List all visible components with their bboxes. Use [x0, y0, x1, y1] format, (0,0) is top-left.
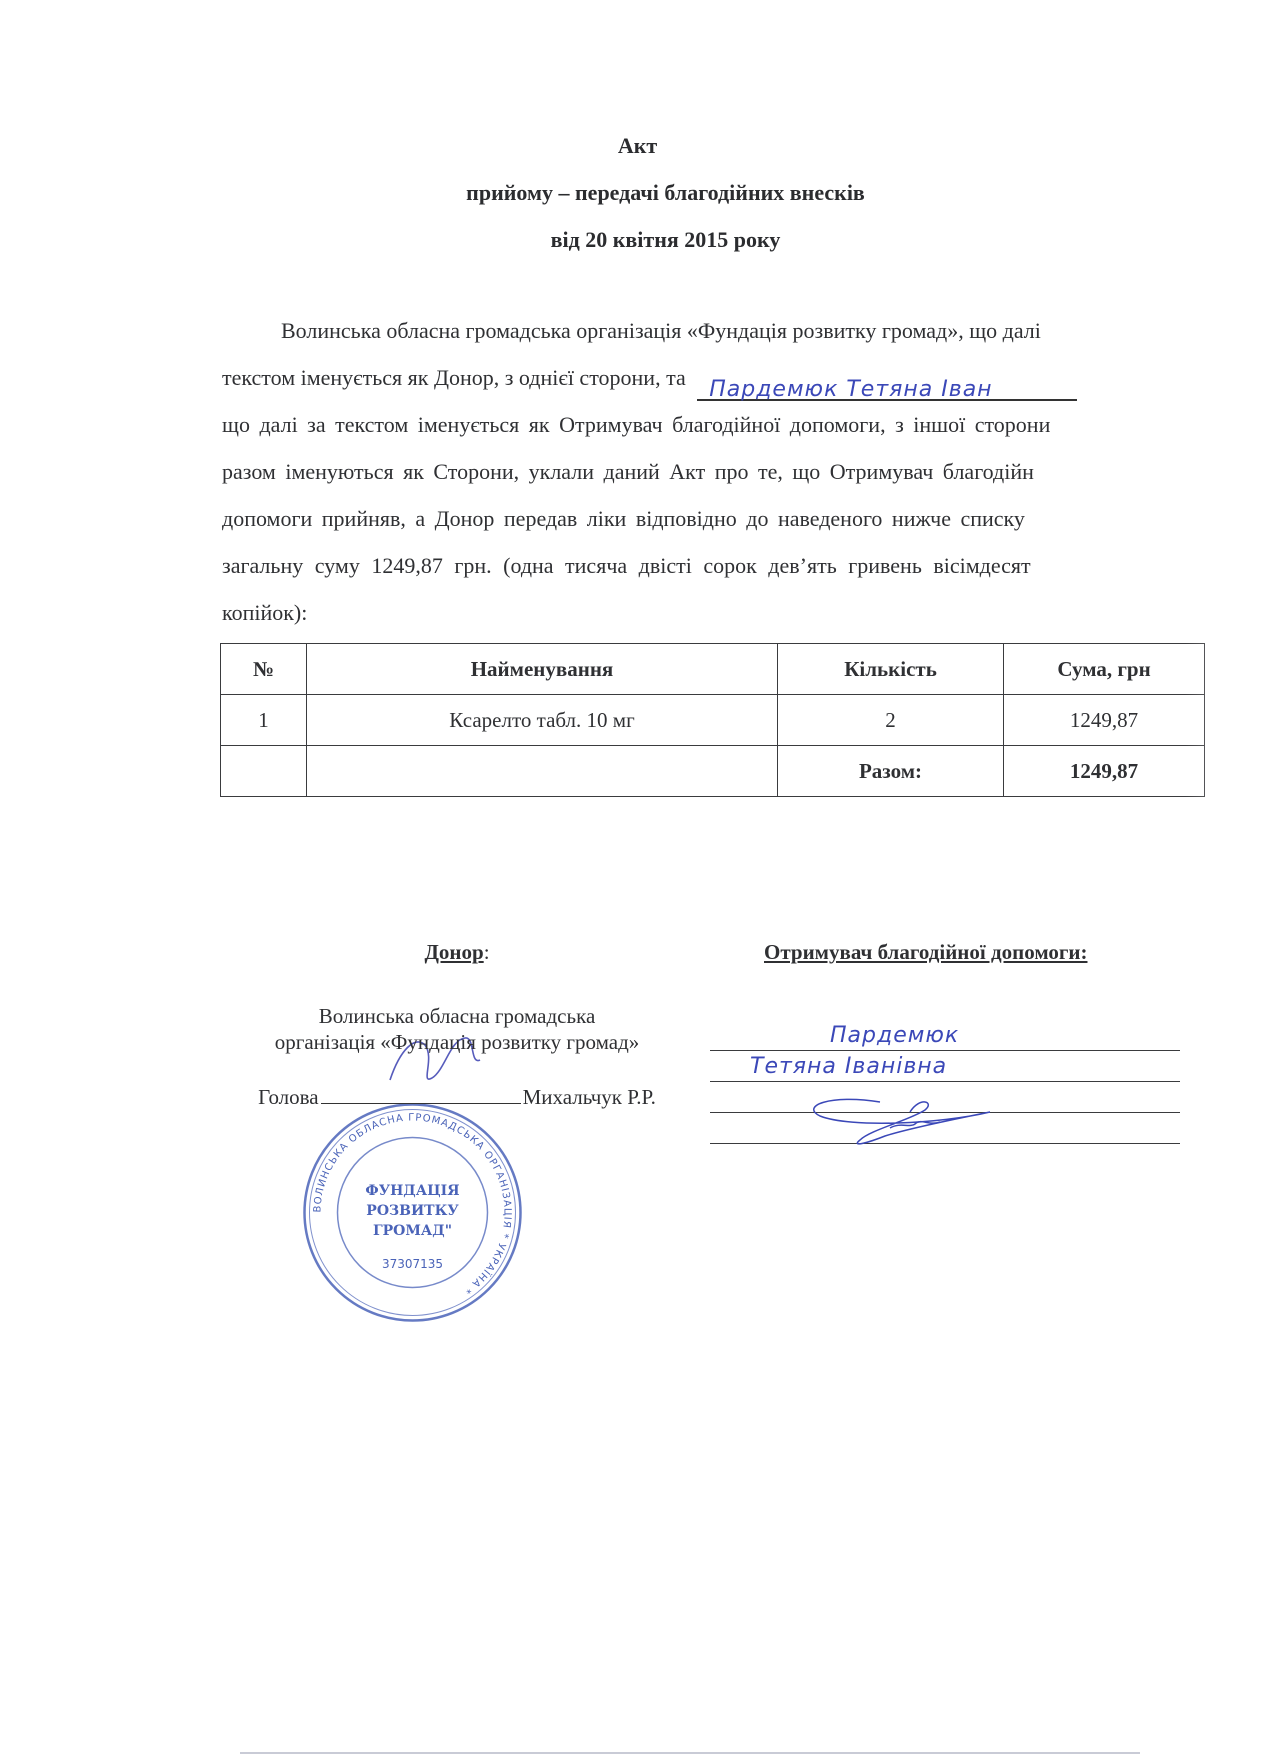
table-row [221, 695, 1205, 746]
body-line-1: Волинська обласна громадська організація «Фундація розвитку громад», що далі [281, 318, 1041, 343]
body-line-4: разом іменуються як Сторони, уклали даний Акт про те, що Отримувач благодійн [222, 459, 1034, 484]
body-line-6: загальну суму 1249,87 грн. (одна тисяча двісті сорок дев’ять гривень вісімдесят [222, 553, 1031, 578]
donor-header-colon: : [483, 940, 490, 964]
body-line-7: копійок): [222, 600, 308, 625]
cell-empty [221, 746, 307, 797]
total-value: 1249,87 [1004, 746, 1205, 797]
recipient-handwritten-name: Пардемюк Тетяна Іван [709, 377, 993, 402]
body-line-2 [222, 354, 1262, 401]
body-line-2-text: текстом іменується як Донор, з однієї сторони, та [222, 365, 686, 390]
stamp-center-line-3: ГРОМАД" [372, 1223, 453, 1239]
cell-sum: 1249,87 [1004, 695, 1205, 746]
body-paragraph [222, 307, 1262, 636]
recipient-line-1 [710, 1020, 1180, 1051]
table-total-row [221, 746, 1205, 797]
donor-head-row [222, 1083, 692, 1110]
scan-fade-edge [1185, 0, 1275, 1755]
donor-position: Голова [258, 1085, 319, 1109]
organization-stamp [300, 1100, 525, 1325]
donor-header-text: Донор [424, 940, 484, 964]
header-number: № [221, 644, 307, 695]
cell-empty [307, 746, 778, 797]
document-subtitle: прийому – передачі благодійних внесків [466, 180, 865, 205]
header-name: Найменування [307, 644, 778, 695]
stamp-ring-text: ВОЛИНСЬКА ОБЛАСНА ГРОМАДСЬКА ОРГАНІЗАЦІЯ * УКРАЇНА * [312, 1112, 513, 1297]
recipient-signature-block [710, 940, 1210, 1079]
table-header-row [221, 644, 1205, 695]
cell-quantity: 2 [778, 695, 1004, 746]
cell-number: 1 [221, 695, 307, 746]
recipient-header: Отримувач благодійної допомоги: [764, 940, 1088, 964]
cell-name: Ксарелто табл. 10 мг [307, 695, 778, 746]
total-label: Разом: [778, 746, 1004, 797]
document-title: Акт [617, 133, 658, 158]
header-sum: Сума, грн [1004, 644, 1205, 695]
donor-signature-line [321, 1083, 521, 1104]
donor-name: Михальчук Р.Р. [522, 1085, 656, 1109]
recipient-name-field [697, 365, 1077, 401]
page-bottom-edge [240, 1752, 1140, 1754]
donor-org-line-2: організація «Фундація розвитку громад» [274, 1030, 640, 1054]
body-line-5: допомоги прийняв, а Донор передав ліки відповідно до наведеного нижче списку [222, 506, 1025, 531]
recipient-signature-scribble [790, 1088, 1050, 1150]
donor-org-line-1: Волинська обласна громадська [318, 1004, 596, 1028]
donor-signature-block [222, 940, 692, 1110]
stamp-center-line-1: ФУНДАЦІЯ [365, 1183, 460, 1199]
document-date: від 20 квітня 2015 року [550, 227, 781, 252]
stamp-code: 37307135 [381, 1257, 444, 1271]
items-table [220, 643, 1205, 797]
body-line-3: що далі за текстом іменується як Отримувач благодійної допомоги, з іншої сторони [222, 412, 1051, 437]
donor-organization [222, 1003, 692, 1055]
recipient-handwritten-surname: Пардемюк [830, 1023, 960, 1048]
stamp-center-line-2: РОЗВИТКУ [366, 1203, 459, 1219]
recipient-handwritten-name: Тетяна Іванівна [750, 1054, 948, 1079]
recipient-line-2 [710, 1051, 1180, 1082]
donor-header [222, 940, 692, 965]
header-quantity: Кількість [778, 644, 1004, 695]
